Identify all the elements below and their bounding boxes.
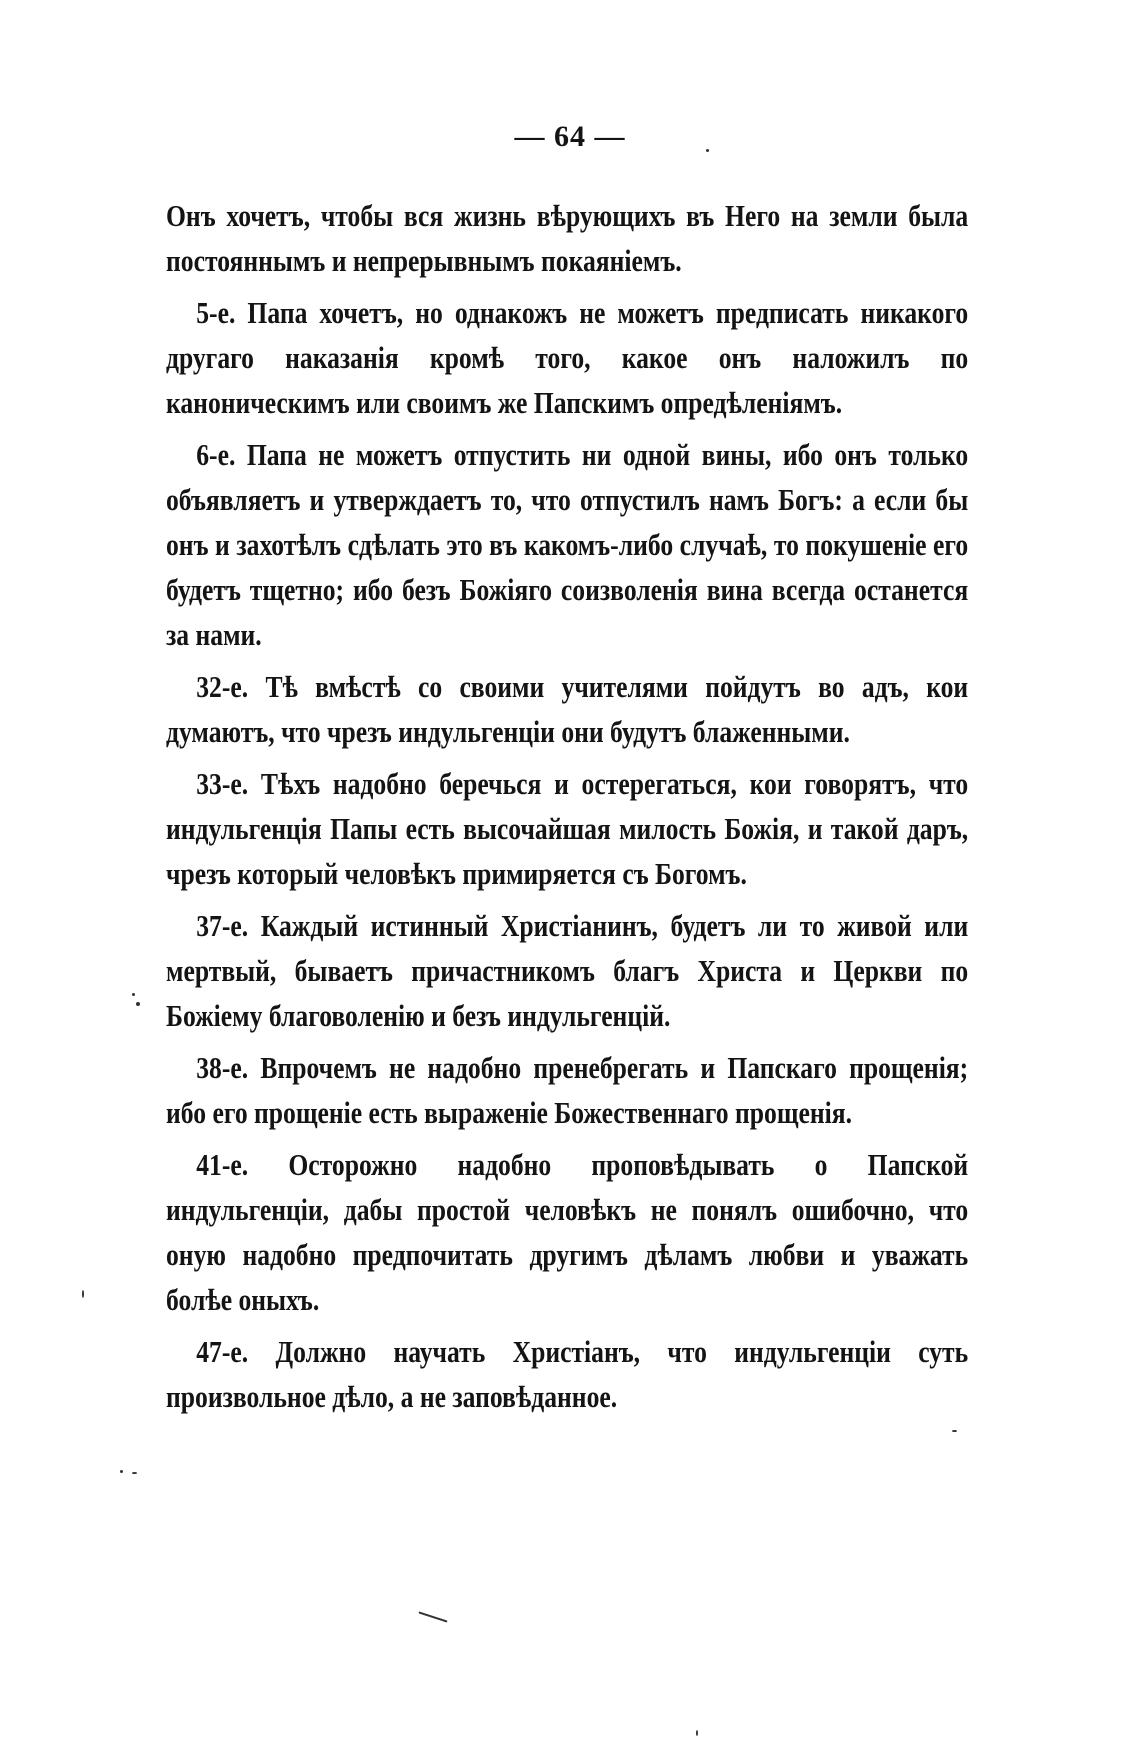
paragraph-text: Впрочемъ не надобно пренебрегать и Папскаго прощенія; ибо его прощеніе есть выраженіе Божественнаго прощенія.	[166, 1051, 969, 1130]
paragraph-number: 32-е.	[196, 670, 249, 704]
print-speck	[132, 993, 135, 996]
paragraph	[166, 1046, 968, 1136]
paragraph	[166, 291, 968, 426]
body-text	[166, 194, 968, 1427]
print-speck	[132, 1472, 137, 1474]
paragraph-text: Каждый истинный Христіанинъ, будетъ ли то живой или мертвый, бываетъ причастникомъ благъ Христа и Церкви по Божіему благоволенію и безъ индульгенцій.	[166, 909, 969, 1033]
paragraph-number: 37-е.	[196, 909, 249, 943]
paragraph-text: Должно научать Христіанъ, что индульгенціи суть произвольное дѣло, а не заповѣданное.	[166, 1335, 969, 1414]
paragraph-text: Папа не можетъ отпустить ни одной вины, ибо онъ только объявляетъ и утверждаетъ то, что отпустилъ намъ Богъ: а если бы онъ и захотѣлъ сдѣлать это въ какомъ-либо случаѣ, то покушеніе его будетъ тщетно; ибо безъ Божіяго соизволенія вина всегда останется за нами.	[166, 438, 969, 652]
paragraph-number: 33-е.	[196, 767, 249, 801]
paragraph-number: 41-е.	[196, 1148, 249, 1182]
paragraph	[166, 433, 968, 658]
paragraph-number: 47-е.	[196, 1335, 249, 1369]
print-speck	[952, 1430, 957, 1432]
paragraph	[166, 762, 968, 897]
paragraph-number: 38-е.	[196, 1051, 249, 1085]
paragraph-text: Тѣ вмѣстѣ со своими учителями пойдутъ во адъ, кои думаютъ, что чрезъ индульгенціи они будутъ блаженными.	[166, 670, 969, 749]
paragraph	[166, 194, 968, 284]
print-speck	[136, 1002, 140, 1006]
paragraph-text: Осторожно надобно проповѣдывать о Папской индульгенціи, дабы простой человѣкъ не понялъ ошибочно, что оную надобно предпочитать другимъ дѣламъ любви и уважать болѣе оныхъ.	[166, 1148, 969, 1317]
paragraph-text: Папа хочетъ, но однакожъ не можетъ предписать никакого другаго наказанія кромѣ того, какое онъ наложилъ по каноническимъ или своимъ же Папскимъ опредѣленіямъ.	[166, 296, 969, 420]
paragraph-text: Онъ хочетъ, чтобы вся жизнь вѣрующихъ въ Него на земли была постояннымъ и непрерывнымъ покаяніемъ.	[166, 199, 969, 278]
print-speck	[120, 1470, 123, 1473]
paragraph	[166, 665, 968, 755]
print-speck	[706, 149, 709, 152]
paragraph-number: 5-е.	[196, 296, 236, 330]
page-number: — 64 —	[514, 120, 626, 153]
print-speck	[82, 1290, 84, 1298]
paragraph	[166, 1330, 968, 1420]
print-speck	[418, 1611, 447, 1622]
print-speck	[696, 1730, 698, 1736]
paragraph-text: Тѣхъ надобно беречься и остерегаться, кои говорятъ, что индульгенція Папы есть высочайшая милость Божія, и такой даръ, чрезъ который человѣкъ примиряется съ Богомъ.	[166, 767, 969, 891]
paragraph	[166, 1143, 968, 1323]
paragraph-number: 6-е.	[196, 438, 236, 472]
paragraph	[166, 904, 968, 1039]
